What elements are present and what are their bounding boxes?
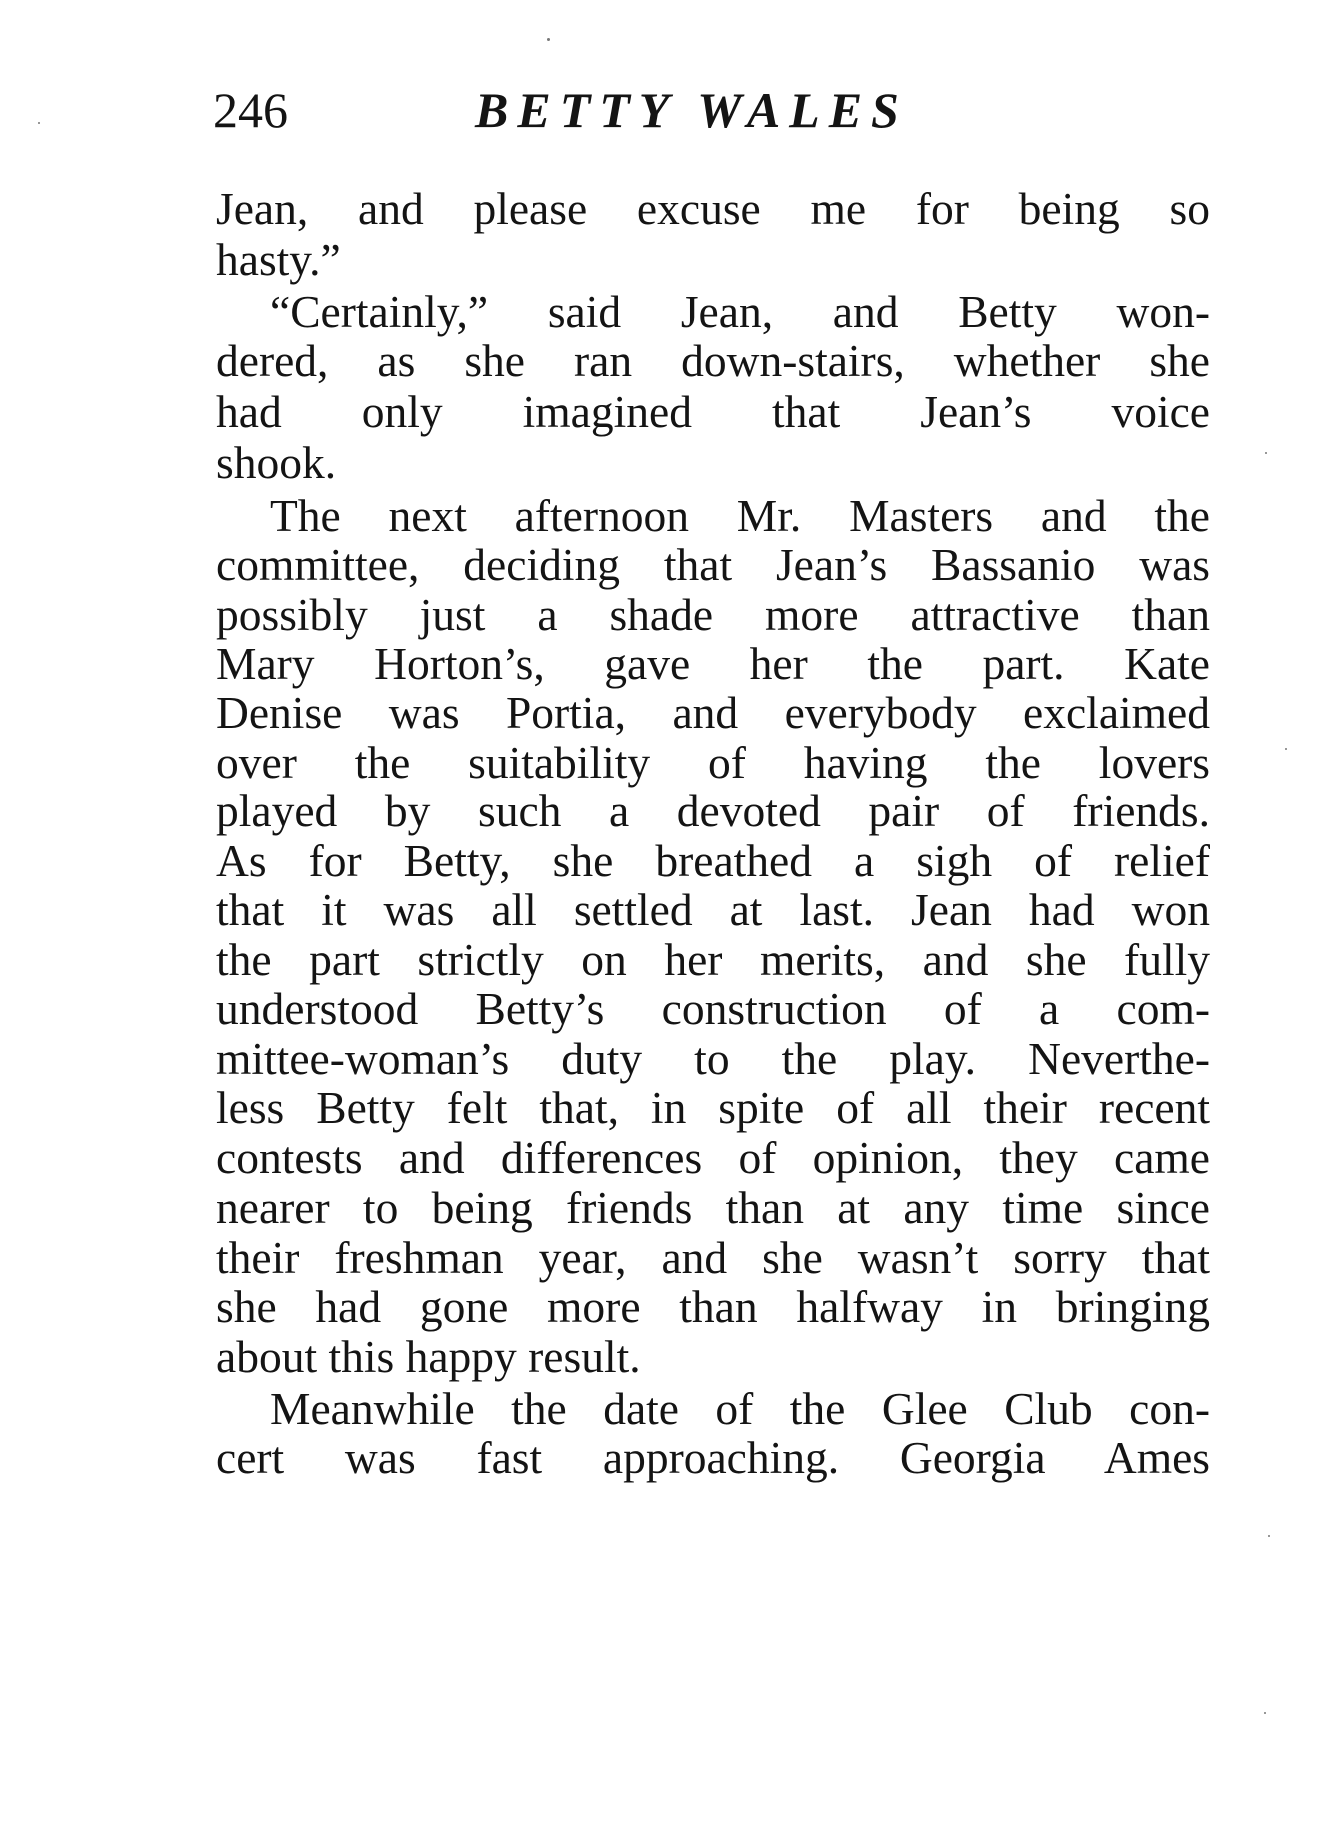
text-line: Denise was Portia, and everybody exclaimed: [216, 687, 1210, 738]
text-line: understood Betty’s construction of a com-: [216, 983, 1210, 1034]
scan-speck: [1265, 452, 1267, 454]
text-line: she had gone more than halfway in bringing: [216, 1281, 1210, 1332]
running-title: BETTY WALES: [475, 82, 908, 138]
scan-speck: [38, 122, 40, 124]
scan-speck: [547, 38, 550, 41]
text-line: Mary Horton’s, gave her the part. Kate: [216, 638, 1210, 689]
text-line: less Betty felt that, in spite of all their recent: [216, 1082, 1210, 1133]
text-line: mittee-woman’s duty to the play. Neverthe-: [216, 1033, 1210, 1084]
text-line: Jean, and please excuse me for being so: [216, 183, 1210, 234]
text-line: committee, deciding that Jean’s Bassanio was: [216, 539, 1210, 590]
text-line: possibly just a shade more attractive than: [216, 589, 1210, 640]
text-line: dered, as she ran down-stairs, whether she: [216, 335, 1210, 386]
text-line: contests and differences of opinion, they came: [216, 1132, 1210, 1183]
text-line: played by such a devoted pair of friends.: [216, 785, 1210, 836]
scan-speck: [1268, 1535, 1270, 1537]
text-line: hasty.”: [216, 234, 341, 285]
text-line: As for Betty, she breathed a sigh of relief: [216, 835, 1210, 886]
text-line: their freshman year, and she wasn’t sorry that: [216, 1232, 1210, 1283]
text-line: over the suitability of having the lovers: [216, 737, 1210, 788]
text-line: Meanwhile the date of the Glee Club con-: [270, 1383, 1210, 1434]
text-line: about this happy result.: [216, 1331, 641, 1382]
text-line: cert was fast approaching. Georgia Ames: [216, 1432, 1210, 1483]
text-line: “Certainly,” said Jean, and Betty won-: [270, 286, 1210, 337]
scan-speck: [1264, 1712, 1266, 1714]
text-line: shook.: [216, 437, 337, 488]
text-line: The next afternoon Mr. Masters and the: [270, 490, 1210, 541]
text-line: had only imagined that Jean’s voice: [216, 386, 1210, 437]
text-line: that it was all settled at last. Jean had won: [216, 884, 1210, 935]
text-line: nearer to being friends than at any time since: [216, 1182, 1210, 1233]
scan-speck: [1285, 748, 1287, 750]
text-line: the part strictly on her merits, and she fully: [216, 934, 1210, 985]
page-number: 246: [213, 82, 288, 138]
page-header: [213, 80, 1213, 140]
